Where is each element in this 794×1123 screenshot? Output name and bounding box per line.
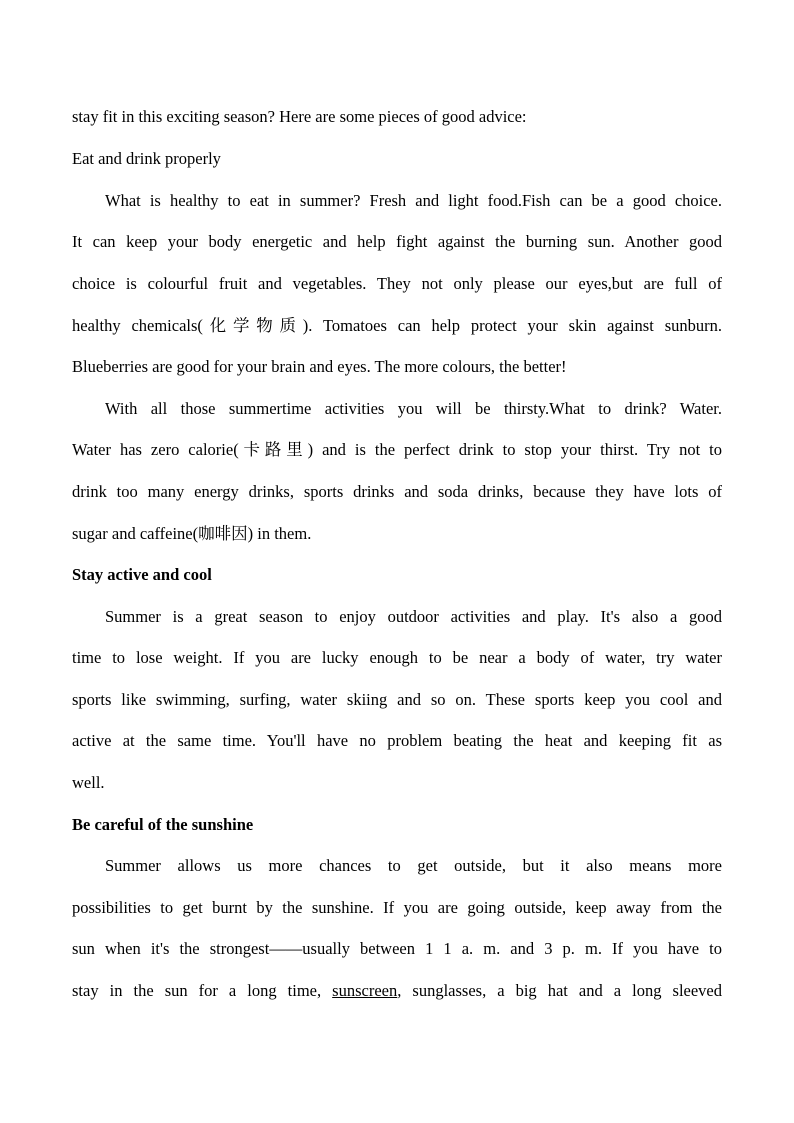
paragraph-line: With all those summertime activities you will be thirsty.What to drink? Water. xyxy=(105,399,722,418)
paragraph-line: sports like swimming, surfing, water skiing and so on. These sports keep you cool and xyxy=(72,690,722,709)
paragraph-line-with-underline xyxy=(72,981,722,1001)
paragraph-line: Summer is a great season to enjoy outdoor activities and play. It's also a good xyxy=(105,607,722,626)
underlined-word: sunscreen xyxy=(332,981,398,1000)
paragraph-line: drink too many energy drinks, sports drinks and soda drinks, because they have lots of xyxy=(72,482,722,501)
paragraph-line: time to lose weight. If you are lucky enough to be near a body of water, try water xyxy=(72,648,722,667)
paragraph-line: Water has zero calorie(卡路里) and is the perfect drink to stop your thirst. Try not to xyxy=(72,440,722,459)
paragraph-line: choice is colourful fruit and vegetables. They not only please our eyes,but are full of xyxy=(72,274,722,293)
paragraph-line: Blueberries are good for your brain and eyes. The more colours, the better! xyxy=(72,357,567,376)
section-heading-sunshine: Be careful of the sunshine xyxy=(72,815,254,834)
text-run: stay in the sun for a long time, xyxy=(72,981,322,1000)
intro-line: stay fit in this exciting season? Here are some pieces of good advice: xyxy=(72,107,527,126)
paragraph-line: active at the same time. You'll have no problem beating the heat and keeping fit as xyxy=(72,731,722,750)
paragraph-line: It can keep your body energetic and help fight against the burning sun. Another good xyxy=(72,232,722,251)
paragraph-line: well. xyxy=(72,773,105,792)
paragraph-line: sun when it's the strongest——usually between 1 1 a. m. and 3 p. m. If you have to xyxy=(72,939,722,958)
paragraph-line: possibilities to get burnt by the sunshine. If you are going outside, keep away from the xyxy=(72,898,722,917)
paragraph-line: Summer allows us more chances to get outside, but it also means more xyxy=(105,856,722,875)
paragraph-line: healthy chemicals(化学物质). Tomatoes can help protect your skin against sunburn. xyxy=(72,316,722,335)
section-heading-eat-drink: Eat and drink properly xyxy=(72,149,221,168)
paragraph-line: What is healthy to eat in summer? Fresh and light food.Fish can be a good choice. xyxy=(105,191,722,210)
text-run: , sunglasses, a big hat and a long sleeved xyxy=(397,981,722,1000)
paragraph-line: sugar and caffeine(咖啡因) in them. xyxy=(72,524,312,543)
section-heading-stay-active: Stay active and cool xyxy=(72,565,212,584)
